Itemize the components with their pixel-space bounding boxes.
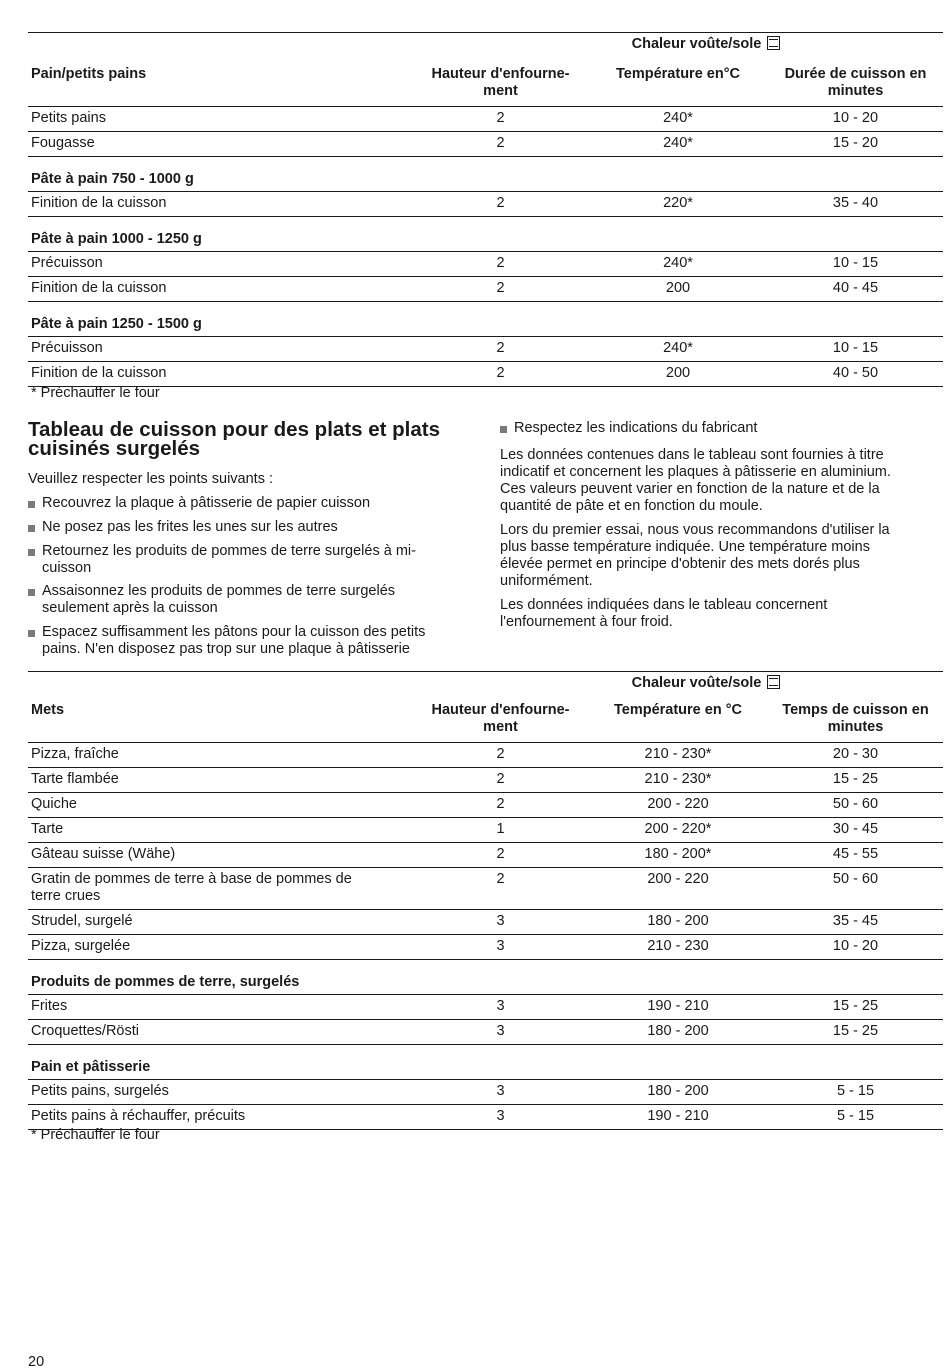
page-number: 20 (28, 1354, 45, 1370)
table-row: Précuisson 2 240* 10 - 15 (28, 337, 943, 362)
bullet-square-icon (28, 630, 35, 637)
bullet-square-icon (28, 525, 35, 532)
table-row: Tarte 1 200 - 220* 30 - 45 (28, 818, 943, 843)
list-item: Recouvrez la plaque à pâtisserie de papier cuisson (28, 495, 468, 512)
section-heading: Pâte à pain 1000 - 1250 g (28, 217, 943, 252)
info-paragraph: Les données contenues dans le tableau sont fournies à titre indicatif et concernent les plaques à pâtisserie en aluminium. Ces valeurs peuvent varier en fonction de la nature et de la quantité de pâte et en fonction du moule. (500, 447, 891, 514)
heating-mode-label: Chaleur voûte/sole (631, 36, 762, 52)
section-heading: Pain et pâtisserie (28, 1045, 943, 1080)
info-paragraph: Les données indiquées dans le tableau concernent l'enfournement à four froid. (500, 597, 828, 630)
col-temp-header: Température en°C (616, 66, 740, 82)
section-title: Tableau de cuisson pour des plats et plats cuisinés surgelés (28, 418, 440, 460)
table-row: Gratin de pommes de terre à base de pommes de terre crues 2 200 - 220 50 - 60 (28, 868, 943, 910)
table-header (28, 694, 943, 743)
table-row: Pizza, fraîche 2 210 - 230* 20 - 30 (28, 743, 943, 768)
col-temp-header: Température en °C (613, 702, 742, 718)
list-item: Assaisonnez les produits de pommes de terre surgelés seulement après la cuisson (28, 583, 468, 617)
col-dish-header: Pain/petits pains (31, 66, 147, 82)
table-row: Petits pains 2 240* 10 - 20 (28, 107, 943, 132)
table-row: Finition de la cuisson 2 200 40 - 50 (28, 362, 943, 387)
list-item: Respectez les indications du fabricant (500, 420, 940, 437)
table-header (28, 55, 943, 107)
top-bottom-heat-icon (767, 36, 780, 50)
section-heading: Pâte à pain 1250 - 1500 g (28, 302, 943, 337)
bullet-square-icon (500, 426, 507, 433)
table-row: Petits pains, surgelés 3 180 - 200 5 - 15 (28, 1080, 943, 1105)
heating-mode-header (28, 33, 943, 55)
col-dish-header: Mets (31, 702, 65, 718)
bullet-square-icon (28, 549, 35, 556)
bullet-square-icon (28, 501, 35, 508)
table-row: Pizza, surgelée 3 210 - 230 10 - 20 (28, 935, 943, 960)
col-time-header: Temps de cuisson en minutes (782, 702, 929, 735)
baking-table-bread (28, 32, 943, 387)
intro-text: Veuillez respecter les points suivants : (28, 471, 274, 487)
table-row: Finition de la cuisson 2 220* 35 - 40 (28, 192, 943, 217)
table-row: Frites 3 190 - 210 15 - 25 (28, 995, 943, 1020)
table-footnote: * Préchauffer le four (31, 1127, 160, 1143)
heating-mode-label: Chaleur voûte/sole (631, 675, 762, 691)
table-footnote: * Préchauffer le four (31, 385, 160, 401)
table-row: Quiche 2 200 - 220 50 - 60 (28, 793, 943, 818)
baking-table-frozen (28, 671, 943, 1130)
bullet-square-icon (28, 589, 35, 596)
list-item: Ne posez pas les frites les unes sur les autres (28, 519, 468, 536)
top-bottom-heat-icon (767, 675, 780, 689)
col-shelf-header: Hauteur d'enfourne- ment (431, 66, 570, 99)
table-row: Finition de la cuisson 2 200 40 - 45 (28, 277, 943, 302)
table-row: Précuisson 2 240* 10 - 15 (28, 252, 943, 277)
section-heading: Produits de pommes de terre, surgelés (28, 960, 943, 995)
table-row: Strudel, surgelé 3 180 - 200 35 - 45 (28, 910, 943, 935)
list-item: Retournez les produits de pommes de terre surgelés à mi- cuisson (28, 543, 468, 577)
table-row: Petits pains à réchauffer, précuits 3 190 - 210 5 - 15 (28, 1105, 943, 1130)
heating-mode-header (28, 672, 943, 694)
col-shelf-header: Hauteur d'enfourne- ment (431, 702, 570, 735)
col-time-header: Durée de cuisson en minutes (784, 66, 927, 99)
table-row: Croquettes/Rösti 3 180 - 200 15 - 25 (28, 1020, 943, 1045)
table-row: Gâteau suisse (Wähe) 2 180 - 200* 45 - 55 (28, 843, 943, 868)
table-row: Fougasse 2 240* 15 - 20 (28, 132, 943, 157)
table-row: Tarte flambée 2 210 - 230* 15 - 25 (28, 768, 943, 793)
section-heading: Pâte à pain 750 - 1000 g (28, 157, 943, 192)
list-item: Espacez suffisamment les pâtons pour la cuisson des petits pains. N'en disposez pas trop sur une plaque à pâtisserie (28, 624, 468, 658)
info-paragraph: Lors du premier essai, nous vous recommandons d'utiliser la plus basse température indiquée. Une température moins élevée permet en principe d'obtenir des mets dorés plus uniformément. (500, 522, 890, 589)
